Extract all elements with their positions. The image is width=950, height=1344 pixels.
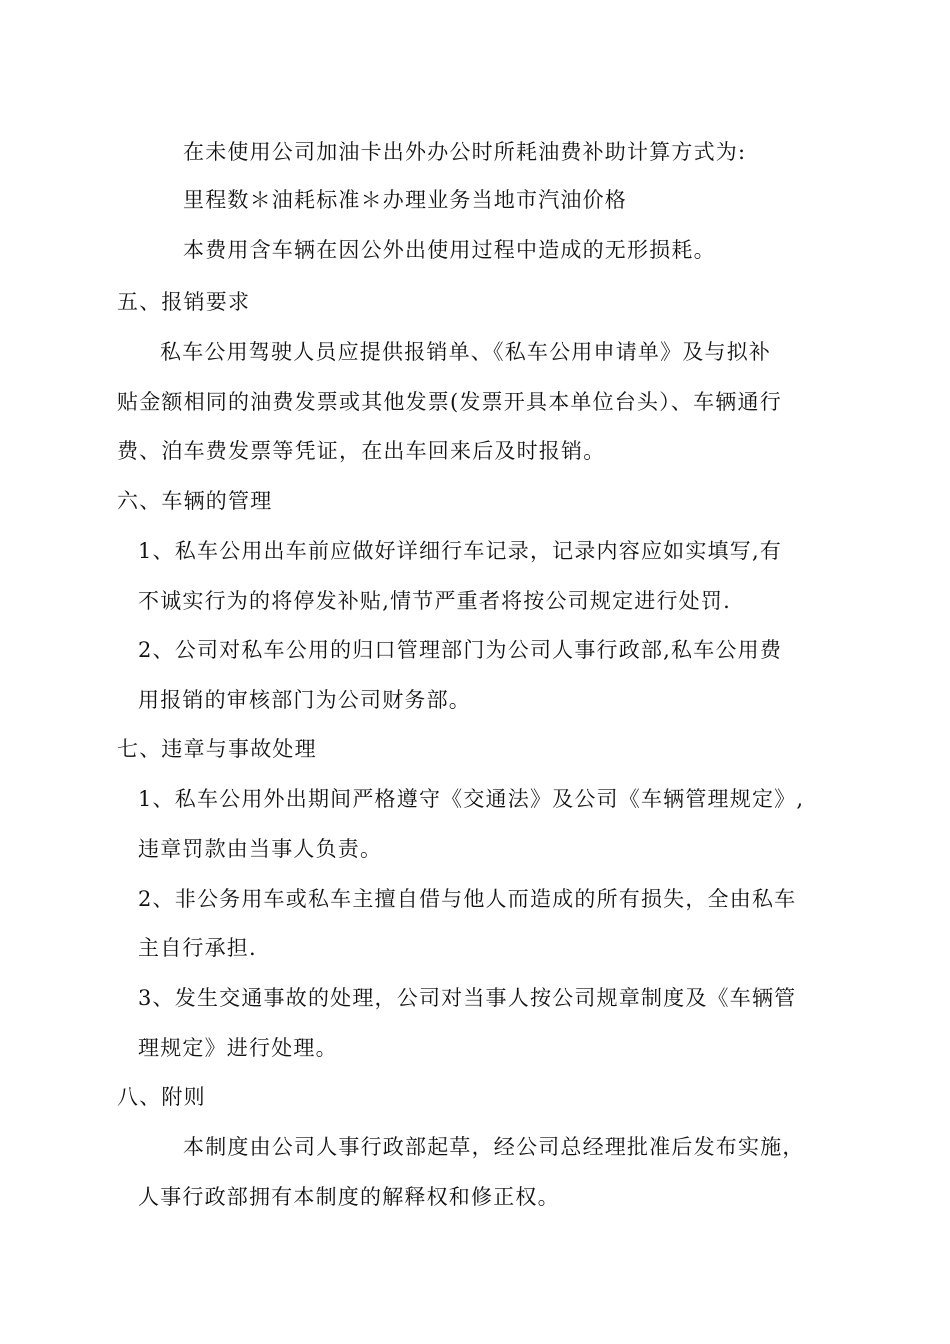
- text-line-vehicle-mgmt-2b: 用报销的审核部门为公司财务部。: [138, 688, 471, 712]
- section-heading-7: 七、违章与事故处理: [117, 737, 317, 761]
- text-line-intangible-wear: 本费用含车辆在因公外出使用过程中造成的无形损耗。: [183, 238, 716, 262]
- text-line-appendix-1: 本制度由公司人事行政部起草，经公司总经理批准后发布实施，: [183, 1135, 805, 1159]
- text-line-appendix-2: 人事行政部拥有本制度的解释权和修正权。: [138, 1185, 560, 1209]
- text-line-violation-1a: 1、私车公用外出期间严格遵守《交通法》及公司《车辆管理规定》,: [138, 787, 805, 811]
- section-heading-5: 五、报销要求: [117, 290, 251, 314]
- text-line-vehicle-mgmt-1a: 1、私车公用出车前应做好详细行车记录，记录内容应如实填写,有: [138, 539, 783, 563]
- text-line-reimbursement-3: 费、泊车费发票等凭证，在出车回来后及时报销。: [117, 439, 606, 463]
- text-line-reimbursement-1: 私车公用驾驶人员应提供报销单、《私车公用申请单》及与拟补: [160, 340, 772, 364]
- text-line-violation-1b: 违章罚款由当事人负责。: [138, 837, 383, 861]
- text-line-reimbursement-2: 贴金额相同的油费发票或其他发票(发票开具本单位台头）、车辆通行: [117, 390, 782, 414]
- text-line-violation-3b: 理规定》进行处理。: [138, 1036, 338, 1060]
- section-heading-8: 八、附则: [117, 1085, 206, 1109]
- text-line-vehicle-mgmt-2a: 2、公司对私车公用的归口管理部门为公司人事行政部,私车公用费: [138, 638, 783, 662]
- text-line-vehicle-mgmt-1b: 不诚实行为的将停发补贴,情节严重者将按公司规定进行处罚.: [138, 589, 731, 613]
- text-line-violation-3a: 3、发生交通事故的处理，公司对当事人按公司规章制度及《车辆管: [138, 986, 797, 1010]
- section-heading-6: 六、车辆的管理: [117, 489, 273, 513]
- text-line-violation-2b: 主自行承担.: [138, 936, 257, 960]
- text-line-oil-allowance-intro: 在未使用公司加油卡出外办公时所耗油费补助计算方式为:: [183, 140, 747, 164]
- text-line-oil-formula: 里程数＊油耗标准＊办理业务当地市汽油价格: [183, 188, 627, 212]
- text-line-violation-2a: 2、非公务用车或私车主擅自借与他人而造成的所有损失，全由私车: [138, 887, 797, 911]
